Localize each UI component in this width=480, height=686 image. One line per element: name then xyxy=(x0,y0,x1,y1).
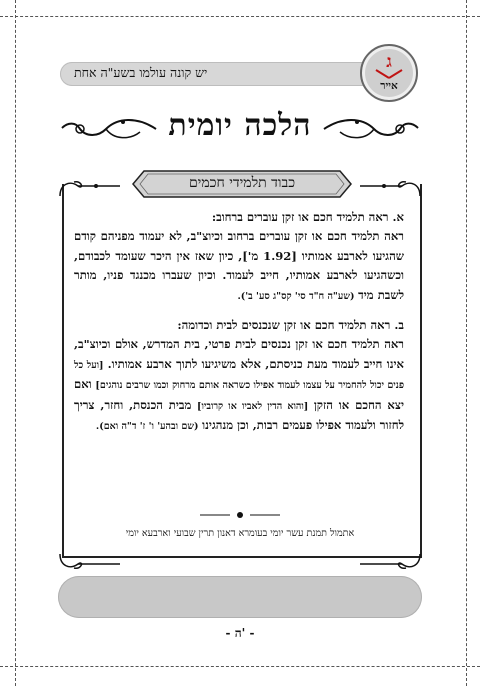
bottom-corner-ornament-left-icon xyxy=(56,552,120,574)
omer-count-text: אתמול תמנת עשר יומי בעומרא דאנון תרין שבועי וארבעא יומי xyxy=(125,528,355,539)
paragraph-b-body-1: ראה תלמיד חכם או זקן נכנסים לבית פרטי, בית המדרש, אולם וכיוצ"ב, אינו חייב לעמוד מעת כניסתם, אלא משיגיעו לתוך ארבע אמותיו. xyxy=(74,337,404,371)
paragraph-b-body-3: מבית הכנסת, וחזר, צריך לחזור ולעמוד אפילו פעמים רבות, וכן מנהגינו xyxy=(74,397,404,433)
paragraph-a-source: (שע"ה ח"ד סי' קס"ג סע' ב'). xyxy=(237,290,355,302)
page-title: הלכה יומית xyxy=(168,108,312,143)
badge-day-letter: ג xyxy=(386,52,392,72)
paragraph-b-heading: ב. ראה תלמיד חכם או זקן שנכנסים לבית וכדומה: xyxy=(177,318,404,333)
halacha-text xyxy=(74,208,404,446)
paragraph-b xyxy=(74,316,404,436)
crop-line-right xyxy=(466,0,467,686)
paragraph-b-body-2: ואם יצא החכם או הזקן xyxy=(74,377,404,412)
paragraph-a-heading: א. ראה תלמיד חכם או זקן עוברים ברחוב: xyxy=(211,210,404,224)
paragraph-b-note: [ועל כל פנים יכול להחמיר על עצמו לעמוד אפילו כשראה אותם מרחוק וכמו שרבים נוהגים] xyxy=(74,359,405,392)
paragraph-a xyxy=(74,208,404,306)
paragraph-a-body: ראה תלמיד חכם או זקן עוברים ברחוב וכיוצ"ב, לא יעמוד מפניהם קודם שהגיעו לארבע אמותיו [1.92 מ'], כיון שאז אין היכר שעומד לכבודם, וכשהגיעו לארבע אמותיו, חייב לעמוד. וכיון שעברו מכנגד פניו, מותר לשבת מיד xyxy=(74,229,404,302)
title-ornament-right-icon xyxy=(322,112,422,146)
badge-month: אייר xyxy=(380,80,398,92)
date-badge xyxy=(360,44,418,102)
crop-line-top xyxy=(0,16,480,17)
section-title: כבוד תלמידי חכמים xyxy=(188,175,296,191)
bottom-corner-ornament-right-icon xyxy=(360,552,424,574)
paragraph-b-source: (שם ובהע' ו' ז' ד"ה ואם). xyxy=(95,421,199,433)
crop-line-bottom xyxy=(0,666,480,667)
paragraph-b-note-2: [והוא הדין לאביו או קרוביו] xyxy=(196,400,309,412)
divider-ornament-icon xyxy=(200,508,280,522)
clock-hands-icon xyxy=(372,68,406,80)
footer-bar xyxy=(58,576,422,618)
section-title-box xyxy=(132,170,352,198)
page-number: - ה' - xyxy=(225,626,255,640)
frame-corner-ornament-left-icon xyxy=(56,176,120,198)
header-bar xyxy=(60,62,390,86)
crop-line-left xyxy=(15,0,16,686)
frame-corner-ornament-right-icon xyxy=(360,176,424,198)
header-motto: יש קונה עולמו בשע"ה אחת xyxy=(74,65,208,80)
